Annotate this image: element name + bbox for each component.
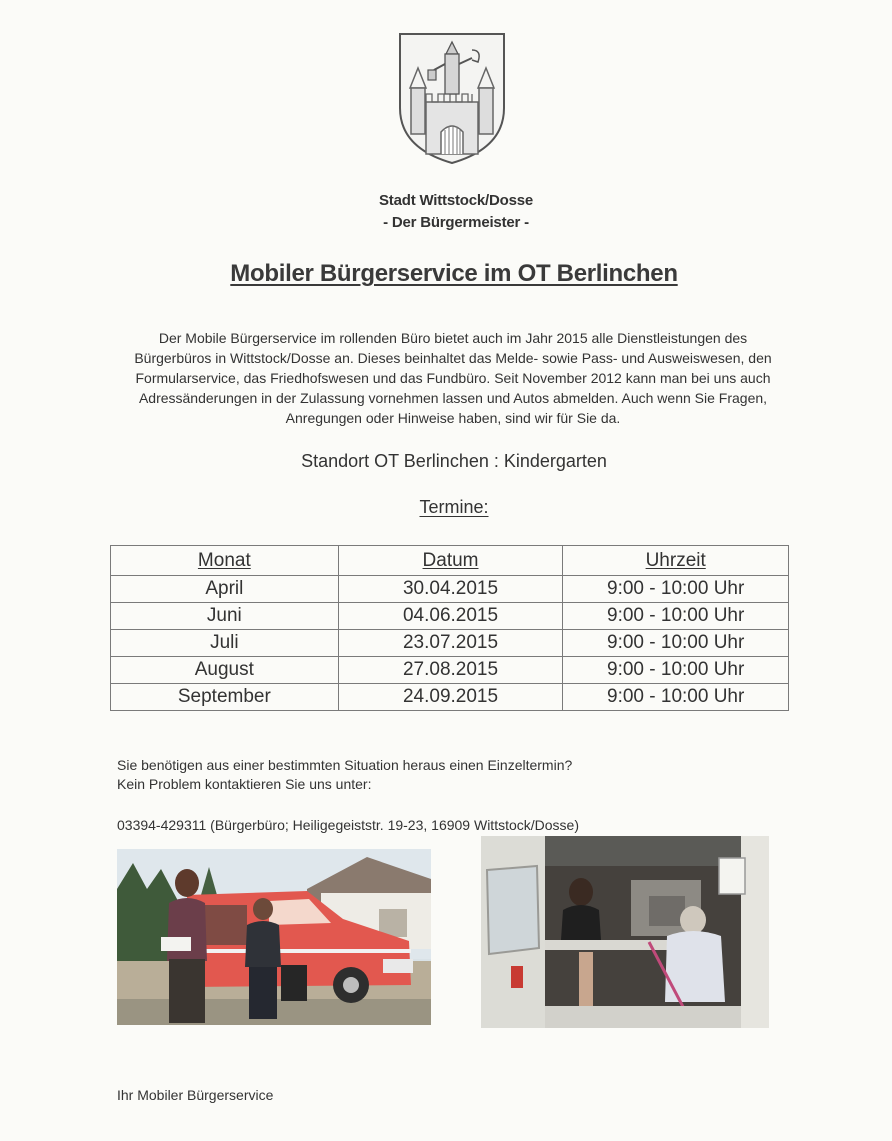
time-cell: 9:00 - 10:00 Uhr	[563, 684, 789, 711]
contact-prompt: Kein Problem kontaktieren Sie uns unter:	[117, 776, 372, 792]
date-cell: 30.04.2015	[338, 576, 563, 603]
month-cell: August	[111, 657, 339, 684]
table-row	[111, 657, 789, 684]
city-name: Stadt Wittstock/Dosse	[378, 192, 534, 209]
wittstock-coat-of-arms-icon	[396, 30, 508, 166]
intro-paragraph	[108, 328, 798, 428]
month-cell: Juli	[111, 630, 339, 657]
schedule-table	[110, 545, 789, 711]
date-cell: 24.09.2015	[338, 684, 563, 711]
appointment-question: Sie benötigen aus einer bestimmten Situation heraus einen Einzeltermin?	[117, 757, 573, 773]
date-cell: 27.08.2015	[338, 657, 563, 684]
month-cell: Juni	[111, 603, 339, 630]
column-header-month: Monat	[111, 546, 339, 576]
date-cell: 04.06.2015	[338, 603, 563, 630]
intro-line: Der Mobile Bürgerservice im rollenden Büro bietet auch im Jahr 2015 alle Dienstleistungen des	[158, 330, 748, 346]
month-cell: April	[111, 576, 339, 603]
month-cell: September	[111, 684, 339, 711]
table-row	[111, 684, 789, 711]
office-name: - Der Bürgermeister -	[383, 214, 529, 231]
table-row	[111, 603, 789, 630]
table-row	[111, 630, 789, 657]
schedule-heading: Termine:	[419, 497, 489, 517]
time-cell: 9:00 - 10:00 Uhr	[563, 630, 789, 657]
service-van-photo	[117, 849, 431, 1025]
page-title: Mobiler Bürgerservice im OT Berlinchen	[230, 260, 678, 287]
column-header-time: Uhrzeit	[563, 546, 789, 576]
intro-line: Formularservice, das Friedhofswesen und das Fundbüro. Seit November 2012 kann man bei uns auch	[135, 370, 771, 386]
date-cell: 23.07.2015	[338, 630, 563, 657]
intro-line: Adressänderungen in der Zulassung vornehmen lassen und Autos abmelden. Auch wenn Sie Fragen,	[138, 390, 768, 406]
mobile-office-interior-photo	[481, 836, 769, 1028]
time-cell: 9:00 - 10:00 Uhr	[563, 603, 789, 630]
column-header-date: Datum	[338, 546, 563, 576]
signoff: Ihr Mobiler Bürgerservice	[117, 1087, 274, 1103]
time-cell: 9:00 - 10:00 Uhr	[563, 576, 789, 603]
table-row	[111, 576, 789, 603]
contact-details: 03394-429311 (Bürgerbüro; Heiligegeiststr. 19-23, 16909 Wittstock/Dosse)	[117, 817, 579, 833]
intro-line: Bürgerbüros in Wittstock/Dosse an. Dieses beinhaltet das Melde- sowie Pass- und Ausweiswesen, den	[134, 350, 772, 366]
schedule-header-row	[111, 546, 789, 576]
time-cell: 9:00 - 10:00 Uhr	[563, 657, 789, 684]
intro-line: Anregungen oder Hinweise haben, sind wir für Sie da.	[285, 410, 621, 426]
location-line: Standort OT Berlinchen : Kindergarten	[301, 451, 607, 471]
